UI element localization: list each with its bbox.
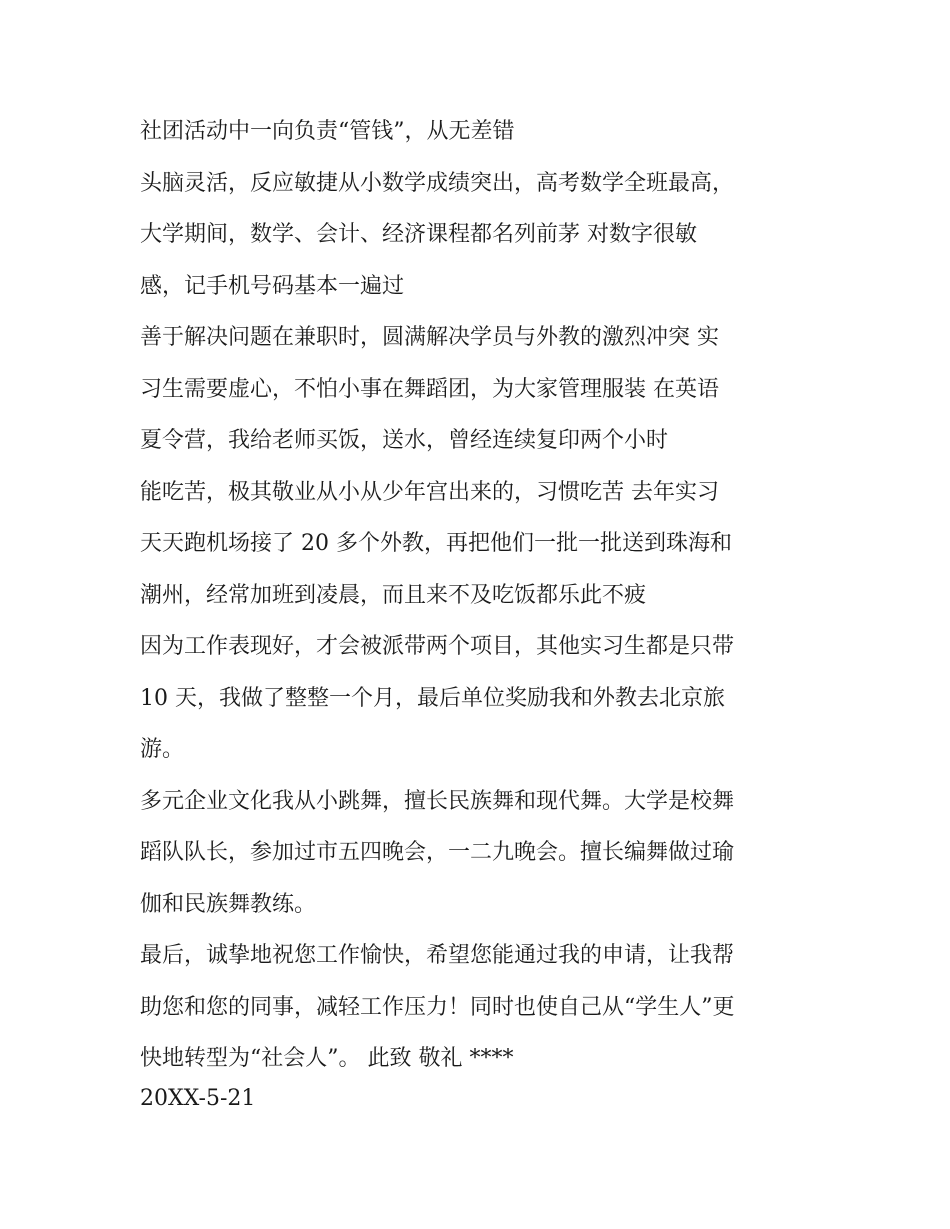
date-line: 20XX-5-21: [140, 1085, 256, 1111]
text-line: 最后，诚挚地祝您工作愉快，希望您能通过我的申请，让我帮: [140, 943, 735, 968]
text-line: 因为工作表现好，才会被派带两个项目，其他实习生都是只带: [140, 634, 735, 659]
text-line: 大学期间，数学、会计、经济课程都名列前茅 对数字很敏: [140, 222, 697, 247]
closing-line: 快地转型为“社会人”。 此致 敬礼 ****: [140, 1046, 514, 1071]
text-line: 社团活动中一向负责“管钱”，从无差错: [140, 119, 515, 144]
text-line: 能吃苦，极其敬业从小从少年宫出来的，习惯吃苦 去年实习: [140, 479, 719, 505]
letter-body: [140, 113, 820, 1117]
text-line: 夏令营，我给老师买饭，送水，曾经连续复印两个小时: [140, 428, 669, 453]
text-line: 潮州，经常加班到凌晨，而且来不及吃饭都乐此不疲: [140, 582, 647, 608]
text-line: 伽和民族舞教练。: [140, 891, 317, 917]
text-line: 头脑灵活，反应敏捷从小数学成绩突出，高考数学全班最高，: [140, 170, 735, 196]
text-line: 游。: [140, 737, 185, 762]
text-line: 多元企业文化我从小跳舞，擅长民族舞和现代舞。大学是校舞: [140, 788, 735, 814]
text-line: 助您和您的同事，减轻工作压力！同时也使自己从“学生人”更: [140, 994, 735, 1020]
text-line: 善于解决问题在兼职时，圆满解决学员与外教的激烈冲突 实: [140, 325, 719, 350]
text-line: 10 天，我做了整整一个月，最后单位奖励我和外教去北京旅: [140, 685, 725, 711]
text-line: 习生需要虚心，不怕小事在舞蹈团，为大家管理服装 在英语: [140, 376, 719, 402]
text-line: 天天跑机场接了 20 多个外教，再把他们一批一批送到珠海和: [140, 531, 732, 556]
text-line: 感，记手机号码基本一遍过: [140, 273, 405, 299]
text-line: 蹈队队长，参加过市五四晚会，一二九晚会。擅长编舞做过瑜: [140, 840, 735, 865]
